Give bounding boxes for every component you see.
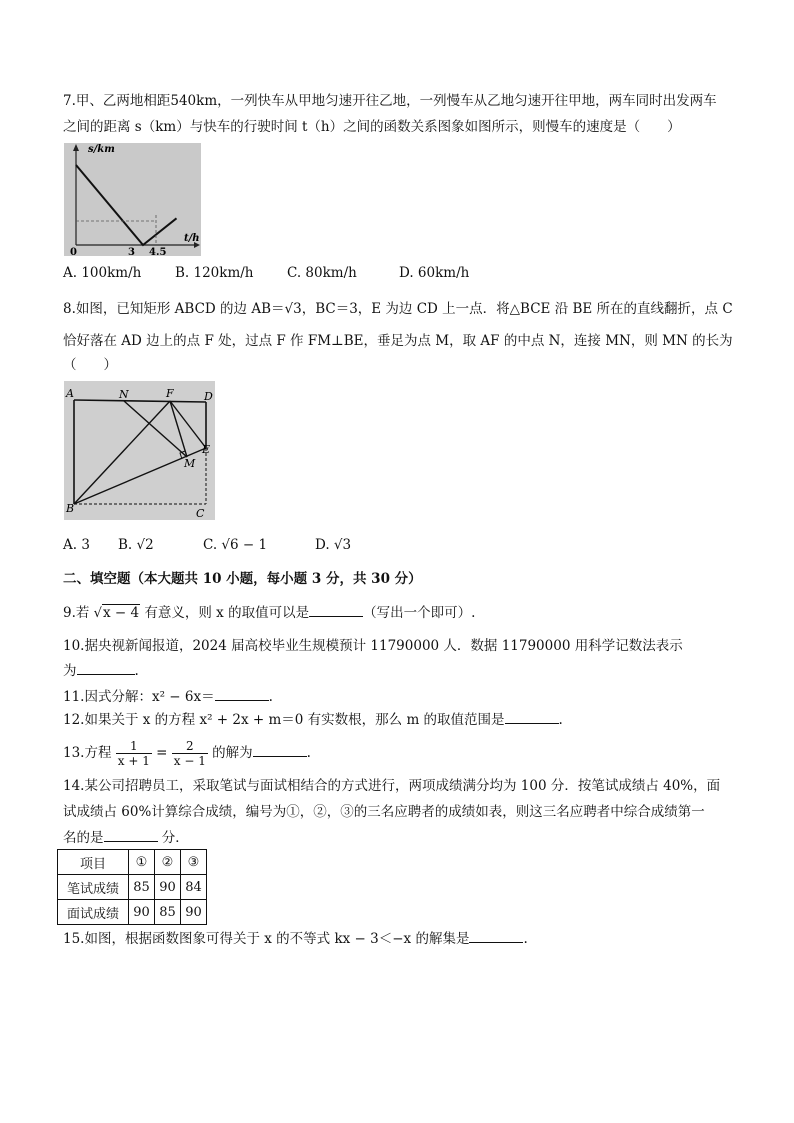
q9-suffix: （写出一个即可）. (363, 605, 476, 621)
q14-answer-blank[interactable] (104, 827, 158, 842)
q13-equals: = (151, 745, 172, 761)
q12-text (63, 709, 563, 730)
q10-suffix: . (134, 663, 139, 679)
table-cell: 笔试成绩 (58, 875, 129, 900)
table-row (58, 900, 207, 925)
q7-tick-3: 3 (128, 247, 135, 256)
q7-x-label: t/h (184, 233, 200, 244)
q8-option-c: C. √6 − 1 (203, 537, 268, 553)
q15-text (63, 928, 528, 949)
q8-label-f: F (166, 387, 174, 400)
table-cell: 面试成绩 (58, 900, 129, 925)
q11-text (63, 686, 273, 707)
q8-option-d: D. √3 (315, 537, 352, 553)
q8-text-line2: 恰好落在 AD 边上的点 F 处，过点 F 作 FM⊥BE，垂足为点 M，取 AF 的中点 N，连接 MN，则 MN 的长为 (63, 333, 733, 349)
q8-option-a: A. 3 (63, 537, 90, 553)
q11-answer-blank[interactable] (215, 686, 269, 701)
q8-text-line3: （ ） (63, 357, 117, 373)
q8-label-n: N (119, 388, 129, 401)
table-cell: 90 (181, 900, 207, 925)
q14-text-line2: 试成绩占 60%计算综合成绩，编号为①，②，③的三名应聘者的成绩如表，则这三名应聘者中综合成绩第一 (63, 804, 705, 820)
q8-option-b: B. √2 (118, 537, 154, 553)
q13-prefix: 13.方程 (63, 745, 116, 761)
q11-suffix: . (268, 689, 273, 705)
table-cell: 84 (181, 875, 207, 900)
q10-answer-blank[interactable] (77, 660, 135, 675)
table-cell: 85 (129, 875, 155, 900)
q8-side-ad (74, 400, 206, 402)
q7-origin-label: 0 (70, 247, 77, 256)
q7-option-d: D. 60km/h (399, 265, 470, 281)
q13-suffix: . (306, 745, 311, 761)
q15-answer-blank[interactable] (469, 928, 523, 943)
table-cell: 90 (155, 875, 181, 900)
q8-text-line1: 8.如图，已知矩形 ABCD 的边 AB＝√3，BC＝3，E 为边 CD 上一点．将△BCE 沿 BE 所在的直线翻折，点 C (63, 301, 733, 317)
q7-tick-4.5: 4.5 (149, 247, 167, 256)
q10-text-line2 (63, 660, 139, 681)
table-cell: 90 (129, 900, 155, 925)
q14-text-line1: 14.某公司招聘员工，采取笔试与面试相结合的方式进行，两项成绩满分均为 100 分．按笔试成绩占 40%，面 (63, 778, 721, 794)
q9-prefix: 9.若 (63, 605, 94, 621)
q15-suffix: . (523, 931, 528, 947)
table-header-row (58, 850, 207, 875)
q8-label-a: A (66, 387, 74, 400)
q14-score-table (57, 849, 207, 925)
q7-y-label: s/km (88, 144, 115, 155)
q7-distance-line (76, 165, 177, 245)
q9-radicand: x − 4 (102, 605, 140, 621)
q14-prefix: 名的是 (63, 830, 104, 846)
q7-option-c: C. 80km/h (287, 265, 357, 281)
section-2-title: 二、填空题（本大题共 10 小题，每小题 3 分，共 30 分） (63, 571, 422, 587)
table-header-cell: ② (155, 850, 181, 875)
table-header-cell: ① (129, 850, 155, 875)
q13-fraction-right: $\frac{2}{x - 1}$ (173, 739, 206, 768)
q9-answer-blank[interactable] (309, 602, 363, 617)
q8-segment-fe (170, 401, 206, 448)
q8-label-m: M (184, 457, 196, 470)
q8-segment-bf (74, 401, 170, 504)
q8-label-c: C (196, 507, 205, 520)
q11-prefix: 11.因式分解：x² − 6x＝ (63, 689, 215, 705)
q8-geometry-image (64, 381, 215, 520)
q10-text-line1: 10.据央视新闻报道，2024 届高校毕业生规模预计 11790000 人．数据 11790000 用科学记数法表示 (63, 638, 683, 654)
q13-answer-blank[interactable] (253, 742, 307, 757)
q7-option-a: A. 100km/h (63, 265, 142, 281)
q8-label-b: B (66, 502, 75, 515)
q7-graph (64, 143, 201, 256)
q12-suffix: . (558, 712, 563, 728)
q15-prefix: 15.如图，根据函数图象可得关于 x 的不等式 kx − 3＜−x 的解集是 (63, 931, 470, 947)
q14-text-line3 (63, 827, 189, 848)
q13-text (63, 736, 311, 770)
q7-text-line1: 7.甲、乙两地相距540km，一列快车从甲地匀速开往乙地，一列慢车从乙地匀速开往甲地，两车同时出发两车 (63, 93, 717, 109)
table-header-cell: 项目 (58, 850, 129, 875)
q9-middle: 有意义，则 x 的取值可以是 (140, 605, 310, 621)
table-header-cell: ③ (181, 850, 207, 875)
q7-text-line2: 之间的距离 s（km）与快车的行驶时间 t（h）之间的函数关系图象如图所示，则慢车的速度是（ ） (63, 119, 681, 135)
q12-answer-blank[interactable] (505, 709, 559, 724)
q12-prefix: 12.如果关于 x 的方程 x² + 2x + m＝0 有实数根，那么 m 的取值范围是 (63, 712, 505, 728)
table-row (58, 875, 207, 900)
q7-graph-image (64, 143, 201, 256)
q8-label-d: D (204, 390, 213, 403)
table-cell: 85 (155, 900, 181, 925)
q7-options (63, 265, 469, 281)
q7-option-b: B. 120km/h (175, 265, 254, 281)
q13-fraction-left: $\frac{1}{x + 1}$ (117, 739, 150, 768)
q8-figure (64, 381, 215, 520)
q8-options (63, 537, 351, 553)
q10-prefix: 为 (63, 663, 77, 679)
q8-segment-nm (124, 401, 187, 457)
q8-label-e: E (202, 443, 211, 456)
q13-middle: 的解为 (207, 745, 253, 761)
q14-suffix: 分． (157, 830, 189, 846)
q9-text: 9.若 √x − 4 有意义，则 x 的取值可以是 （写出一个即可）. (63, 602, 475, 624)
